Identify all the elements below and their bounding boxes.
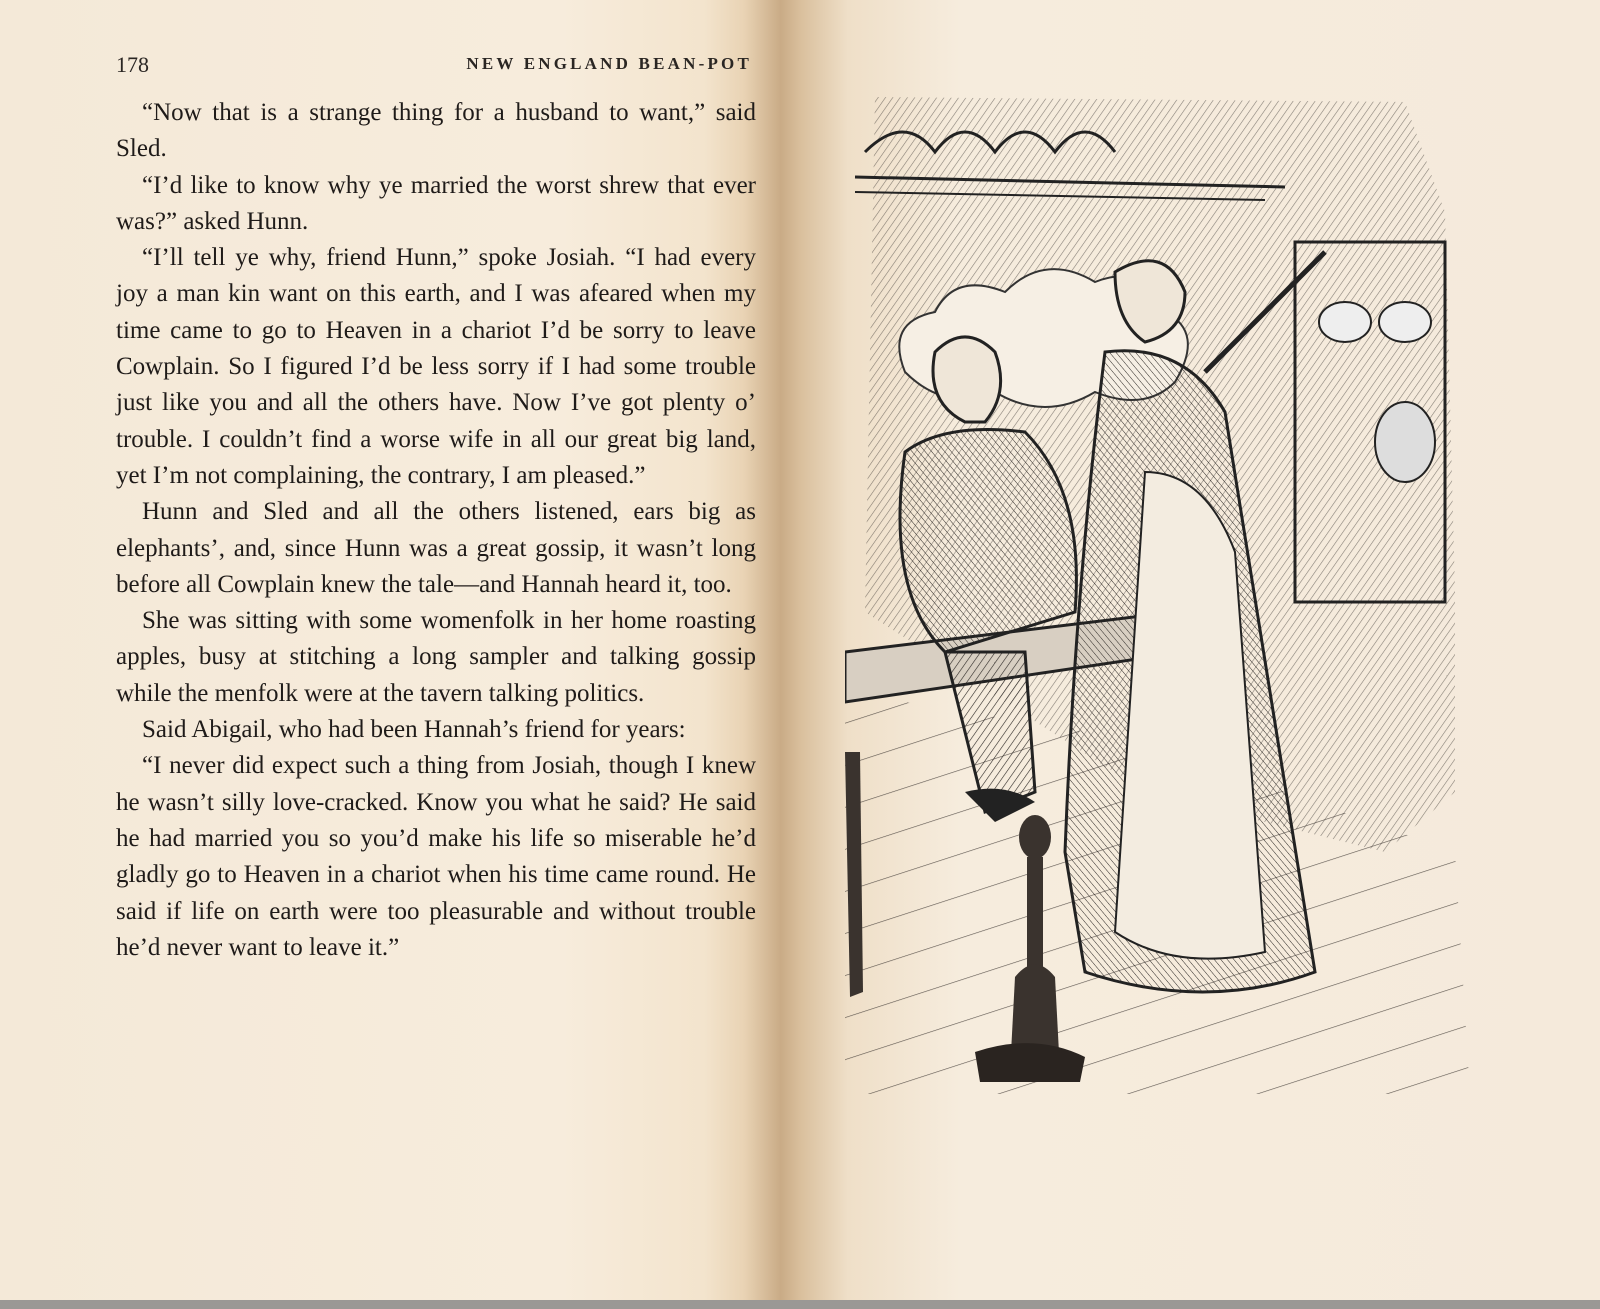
illustration-drawing	[845, 92, 1470, 1094]
paragraph: Hunn and Sled and all the others listened, ears big as elephants’, and, since Hunn was a great gossip, it wasn’t long before all Cowplain knew the tale—and Hannah heard it, too.	[116, 498, 756, 598]
left-page	[96, 40, 756, 1240]
tavern-illustration	[845, 92, 1470, 1094]
paragraph: “I’ll tell ye why, friend Hunn,” spoke Josiah. “I had every joy a man kin want on this earth, and I was afeared when my time came to go to Heaven in a chariot I’d be sorry to leave Cowplain. So I figured I’d be less sorry if I had some trouble just like you and all the others have. Now I’ve got plenty o’ trouble. I couldn’t find a worse wife in all our great big land, yet I’m not complaining, the contrary, I am pleased.”	[116, 244, 756, 489]
man-coat	[900, 430, 1076, 653]
paragraph: “I never did expect such a thing from Josiah, though I knew he wasn’t silly love-cracked. Know you what he said? He said he had married you so you’d make his life so miserable he’d gladly go to Heaven in a chariot when his time came round. He said if life on earth were too pleasurable and without trouble he’d never want to leave it.”	[116, 752, 756, 961]
jug	[1375, 402, 1435, 482]
scanner-edge	[0, 1300, 1600, 1309]
paragraph: “I’d like to know why ye married the worst shrew that ever was?” asked Hunn.	[116, 171, 756, 235]
running-head	[116, 52, 752, 82]
paragraph: She was sitting with some womenfolk in her home roasting apples, busy at stitching a long sampler and talking gossip while the menfolk were at the tavern talking politics.	[116, 607, 756, 707]
body-text	[116, 95, 756, 966]
running-title: NEW ENGLAND BEAN-POT	[466, 54, 752, 73]
page-number: 178	[116, 52, 149, 77]
paragraph: Said Abigail, who had been Hannah’s friend for years:	[142, 716, 686, 744]
paragraph: “Now that is a strange thing for a husband to want,” said Sled.	[116, 99, 756, 163]
